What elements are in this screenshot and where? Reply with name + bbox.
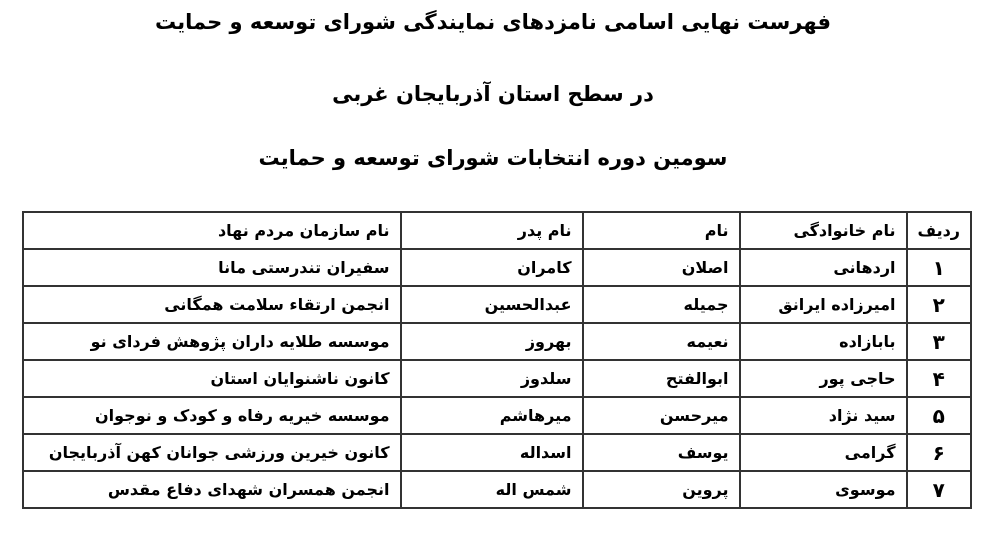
cell-first-name: نعیمه [583, 323, 740, 360]
cell-ngo-name: موسسه خیریه رفاه و کودک و نوجوان [23, 397, 401, 434]
cell-father-name: بهروز [401, 323, 583, 360]
cell-ngo-name: انجمن همسران شهدای دفاع مقدس [23, 471, 401, 508]
cell-first-name: میرحسن [583, 397, 740, 434]
cell-row-number: ۵ [907, 397, 971, 434]
cell-ngo-name: موسسه طلایه داران پژوهش فردای نو [23, 323, 401, 360]
document-subtitle-election: سومین دوره انتخابات شورای توسعه و حمایت [258, 146, 728, 170]
cell-ngo-name: سفیران تندرستی مانا [23, 249, 401, 286]
table-row [23, 397, 971, 434]
header-last-name: نام خانوادگی [740, 212, 907, 249]
cell-row-number: ۶ [907, 434, 971, 471]
cell-first-name: ابوالفتح [583, 360, 740, 397]
cell-first-name: جمیله [583, 286, 740, 323]
document-subtitle-province: در سطح استان آذربایجان غربی [332, 82, 654, 106]
cell-first-name: اصلان [583, 249, 740, 286]
cell-ngo-name: کانون خیرین ورزشی جوانان کهن آذربایجان [23, 434, 401, 471]
cell-father-name: میرهاشم [401, 397, 583, 434]
cell-last-name: امیرزاده ایرانق [740, 286, 907, 323]
table-row [23, 323, 971, 360]
document-title: فهرست نهایی اسامی نامزدهای نمایندگی شورای توسعه و حمایت [155, 10, 831, 34]
cell-last-name: حاجی پور [740, 360, 907, 397]
cell-ngo-name: کانون ناشنوایان استان [23, 360, 401, 397]
cell-row-number: ۱ [907, 249, 971, 286]
table-row [23, 434, 971, 471]
cell-last-name: سید نژاد [740, 397, 907, 434]
candidates-table [22, 211, 972, 509]
table-row [23, 471, 971, 508]
header-first-name: نام [583, 212, 740, 249]
cell-row-number: ۴ [907, 360, 971, 397]
header-father-name: نام پدر [401, 212, 583, 249]
cell-last-name: اردهانی [740, 249, 907, 286]
table-header-row [23, 212, 971, 249]
cell-first-name: پروین [583, 471, 740, 508]
cell-ngo-name: انجمن ارتقاء سلامت همگانی [23, 286, 401, 323]
cell-first-name: یوسف [583, 434, 740, 471]
cell-father-name: کامران [401, 249, 583, 286]
cell-father-name: شمس اله [401, 471, 583, 508]
table-row [23, 249, 971, 286]
cell-father-name: عبدالحسین [401, 286, 583, 323]
cell-father-name: اسداله [401, 434, 583, 471]
cell-father-name: سلدوز [401, 360, 583, 397]
table-row [23, 286, 971, 323]
table-row [23, 360, 971, 397]
cell-row-number: ۷ [907, 471, 971, 508]
cell-last-name: بابازاده [740, 323, 907, 360]
cell-last-name: گرامی [740, 434, 907, 471]
cell-last-name: موسوی [740, 471, 907, 508]
cell-row-number: ۲ [907, 286, 971, 323]
header-ngo-name: نام سازمان مردم نهاد [23, 212, 401, 249]
header-row-number: ردیف [907, 212, 971, 249]
cell-row-number: ۳ [907, 323, 971, 360]
